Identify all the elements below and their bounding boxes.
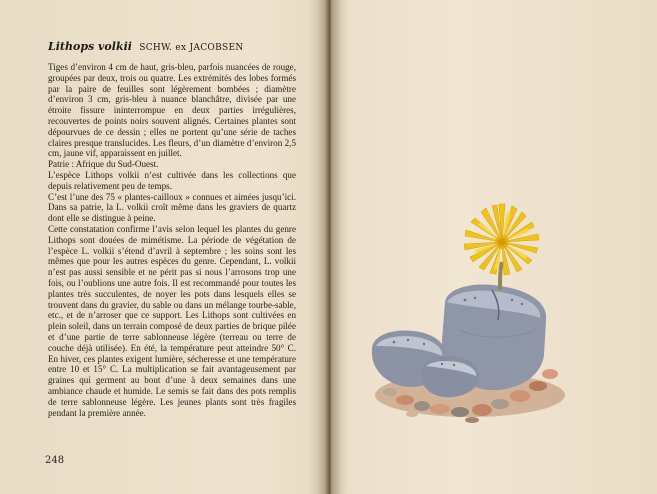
- species-name: Lithops volkii: [48, 40, 132, 53]
- paragraph-care: Cette constatation confirme l’avis selon lequel les plantes du genre Lithops sont douées de mimétisme. La période de végétation de l’espèce L. volkii s’étend d’avril à septembre ; les soins sont les mêmes que pour les autres espèces du genre. Cependant, L. volkii n’est pas aussi sensible et ne périt pas si nous l’arrosons trop une fois, ou l’oublions une autre fois. Il est recommandé pour toutes les plantes très succulentes, de noyer les pots dans lesquels elles se trouvent dans du gravier, du sable ou dans un mélange tourbe-sable, etc., et de n’arroser que ce support. Les Lithops sont cultivées en plein soleil, dans un terrain composé de deux parties de brique pilée et d’une partie de terre sablonneuse légère (terreau ou terre de couche déjà utilisée). En été, la température peut atteindre 50° C. En hiver, ces plantes exigent lumière, sécheresse et une température entre 10 et 15° C. La multiplication se fait avantageusement par graines qui germent au bout d’une à deux semaines dans une ambiance chaude et humide. Le semis se fait dans des pots remplis de terre sablonneuse légère. Les jeunes plants sont très fragiles pendant la première année.: [48, 223, 296, 418]
- species-authority: SCHW. ex JACOBSEN: [139, 43, 244, 53]
- paragraph-cultivation-history: L’espèce Lithops volkii n’est cultivée dans les collections que depuis relativement peu de temps.: [48, 169, 296, 191]
- right-page: [330, 0, 657, 494]
- flower-stem: [500, 262, 502, 290]
- paragraph-pebble-plants: C’est l’une des 75 « plantes-cailloux » connues et aimées jusqu’ici. Dans sa patrie, la L. volkii croît même dans les graviers de quartz dont elle se distingue à peine.: [48, 191, 296, 224]
- paragraph-description: Tiges d’environ 4 cm de haut, gris-bleu, parfois nuancées de rouge, groupées par deux, trois ou quatre. Les extrémités des lobes formés par la paire de feuilles sont légèrement bombées ; diamètre d’environ 3 cm, gris-bleu à nuance blanchâtre, divisée par une étroite fissure ininterrompue en deux parties irrégulières, recouvertes de points noirs souvent alignés. Certaines plantes sont dépourvues de ce dessin ; elles ne portent qu’une série de taches claires presque translucides. Les fleurs, d’un diamètre d’environ 2,5 cm, jaune vif, apparaissent en juillet.: [48, 62, 296, 159]
- left-page: [0, 0, 328, 494]
- lithops-illustration: [350, 190, 580, 440]
- description-text: [48, 62, 296, 418]
- species-title: [48, 40, 318, 53]
- page-number: 248: [45, 455, 65, 466]
- paragraph-origin: Patrie : Afrique du Sud-Ouest.: [48, 159, 159, 170]
- lithops-body-front: [421, 356, 479, 397]
